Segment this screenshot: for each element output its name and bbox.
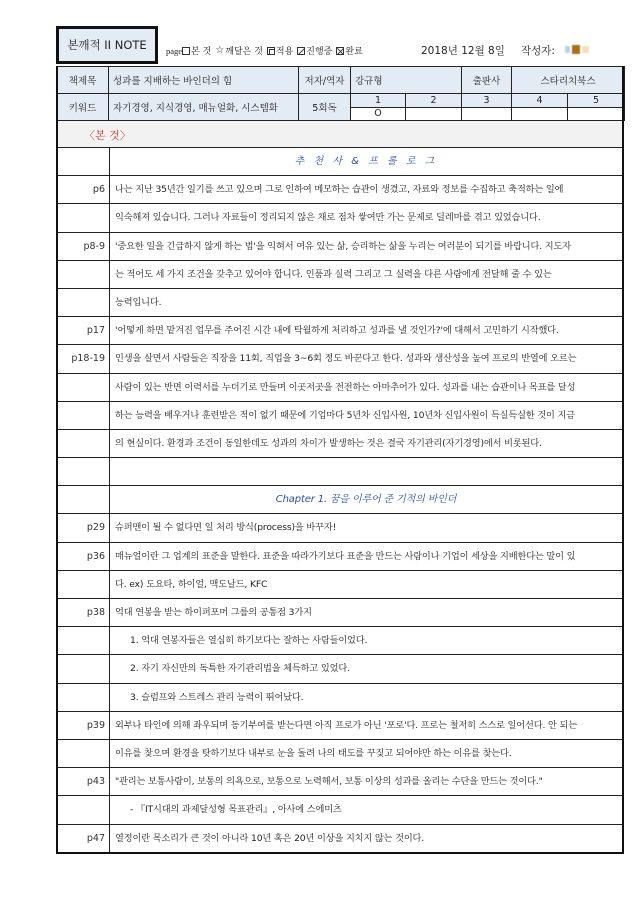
- page-ref: [58, 740, 110, 767]
- note-row: [56, 740, 624, 768]
- note-text: 능력입니다.: [115, 296, 162, 308]
- author-name-redacted: [565, 44, 591, 55]
- book-title: 성과를 지배하는 바인더의 힘: [109, 67, 299, 94]
- note-text: 2. 자기 자신만의 독특한 자기관리법을 체득하고 있었다.: [130, 663, 350, 675]
- read-mark-3[interactable]: [462, 107, 512, 121]
- legend-label: 진행중: [306, 47, 333, 57]
- page-ref: [58, 261, 110, 288]
- page-ref: p6: [58, 176, 110, 203]
- read-number-5: 5: [568, 94, 625, 108]
- note-row: [56, 514, 624, 542]
- notes-table: [56, 148, 624, 854]
- note-row: [56, 571, 624, 599]
- status-legend: [166, 44, 367, 57]
- read-number-3: 3: [462, 94, 512, 108]
- section-heading: 추 천 사 & 프 롤 로 그: [294, 156, 438, 167]
- section-heading: Chapter 1. 꿈을 이루어 준 기적의 바인더: [275, 494, 457, 506]
- page-ref: p17: [58, 317, 110, 344]
- note-text: 다. ex) 도요타, 하이얼, 맥도날드, KFC: [115, 578, 268, 590]
- author-translator: 강규형: [351, 67, 462, 94]
- note-row: [56, 486, 624, 514]
- legend-item-in-progress: [297, 44, 332, 57]
- note-row: [56, 204, 624, 232]
- page-ref: [58, 627, 110, 654]
- keyword-label: 키워드: [57, 94, 109, 121]
- read-mark-4[interactable]: [512, 107, 568, 121]
- note-row: [56, 233, 624, 261]
- page-ref: p47: [58, 825, 110, 852]
- note-row: [56, 176, 624, 204]
- page-ref: [58, 402, 110, 429]
- page-ref: [58, 571, 110, 598]
- page-ref: [58, 374, 110, 401]
- book-title-label: 책제목: [57, 67, 109, 94]
- note-text: 나는 지난 35년간 일기를 쓰고 있으며 그로 인하여 메모하는 습관이 생겼고, 자료와 정보를 수집하고 축적하는 일에: [115, 184, 564, 196]
- note-row: [56, 599, 624, 627]
- read-mark-2[interactable]: [406, 107, 462, 121]
- note-row: [56, 148, 624, 176]
- legend-item-seen: [182, 44, 211, 57]
- legend-item-apply: [267, 44, 293, 57]
- note-row: [56, 684, 624, 712]
- note-text: 의 현실이다. 환경과 조건이 동일한데도 성과의 차이가 발생하는 것은 결국 자기관리(자기경영)에서 비롯된다.: [115, 437, 542, 449]
- reads-label: 5회독: [299, 94, 351, 121]
- note-text: 1. 억대 연봉자들은 열심히 하기보다는 잘하는 사람들이었다.: [130, 635, 368, 647]
- read-number-4: 4: [512, 94, 568, 108]
- page-ref: [58, 289, 110, 316]
- note-text: 외부나 타인에 의해 좌우되며 동기부여를 받는다면 아직 프로가 아닌 '포로'다. 프로는 철저히 스스로 일어선다. 안 되는: [115, 719, 577, 731]
- slash-box-icon: [297, 47, 305, 55]
- note-text: 열정이란 목소리가 큰 것이 아니라 10년 혹은 20년 이상을 지치지 않는 것이다.: [115, 832, 425, 844]
- note-row: [56, 261, 624, 289]
- note-row: [56, 374, 624, 402]
- legend-item-done: [336, 44, 362, 57]
- note-row: [56, 627, 624, 655]
- page-ref: [58, 796, 110, 823]
- note-row: [56, 796, 624, 824]
- book-info-table: [56, 66, 625, 121]
- read-number-2: 2: [406, 94, 462, 108]
- read-number-1: 1: [351, 94, 406, 108]
- legend-label: 적용: [275, 47, 294, 57]
- page-ref: [58, 148, 110, 175]
- note-date: 2018년 12월 8일: [421, 45, 505, 57]
- publisher: 스타리치북스: [512, 67, 625, 94]
- page-ref: [58, 655, 110, 682]
- note-text: 하는 능력을 배우거나 훈련받은 적이 없기 때문에 기업마다 5년차 신입사원, 10년차 신입사원이 득실득실한 것이 지금: [115, 409, 575, 421]
- read-mark-5[interactable]: [568, 107, 625, 121]
- page-ref: p43: [58, 768, 110, 795]
- note-text: "관리는 보통사람이, 보통의 의욕으로, 보통으로 노력해서, 보통 이상의 성과를 올리는 수단을 만드는 것이다.": [115, 776, 543, 788]
- note-row: [56, 402, 624, 430]
- legend-label: 완료: [345, 47, 363, 57]
- keywords: 자기경영, 지식경영, 매뉴얼화, 시스템화: [109, 94, 299, 121]
- legend-label: 깨달은 것: [225, 47, 263, 57]
- note-text: 슈퍼맨이 될 수 없다면 일 처리 방식(process)을 바꾸자!: [115, 522, 337, 534]
- legend-label: 본 것: [191, 47, 212, 57]
- note-row: [56, 345, 624, 373]
- note-text: '중요한 일을 긴급하지 않게 하는 법'을 익혀서 여유 있는 삶, 승리하는 삶을 누리는 여러분이 되기를 바랍니다. 지도자: [115, 240, 571, 252]
- publisher-label: 출판사: [462, 67, 512, 94]
- page-ref: p38: [58, 599, 110, 626]
- author-label: 작성자:: [521, 45, 555, 57]
- section-label: 〈본 것〉: [84, 129, 131, 142]
- note-row: [56, 768, 624, 796]
- page-ref: p8-9: [58, 233, 110, 260]
- empty-box-icon: [182, 47, 190, 55]
- note-text: 인생을 살면서 사람들은 직장을 11회, 직업을 3~6회 정도 바꾼다고 한다. 성과와 생산성을 높여 프로의 반열에 오르는: [115, 353, 577, 365]
- note-text: 매뉴얼이란 그 업계의 표준을 말한다. 표준을 따라가기보다 표준을 만드는 사람이나 기업이 세상을 지배한다는 말이 있: [115, 550, 576, 562]
- page-ref: p18-19: [58, 345, 110, 372]
- note-text: 사람이 있는 반면 이력서를 누더기로 만들며 이곳저곳을 전전하는 아마추어가 있다. 성과를 내는 습관이나 목표를 달성: [115, 381, 576, 393]
- note-title: 본깨적 II NOTE: [56, 26, 158, 64]
- note-text: '어떻게 하면 맡겨진 업무를 주어진 시간 내에 탁월하게 처리하고 성과를 낼 것인가?'에 대해서 고민하기 시작했다.: [115, 325, 559, 337]
- note-text: [110, 458, 622, 485]
- note-text: 억대 연봉을 받는 하이퍼포머 그룹의 공통점 3가지: [115, 607, 312, 618]
- note-row: [56, 655, 624, 683]
- note-row: [56, 543, 624, 571]
- read-mark-1[interactable]: O: [351, 107, 406, 121]
- note-row: [56, 712, 624, 740]
- page-ref: [58, 486, 110, 513]
- author-translator-label: 저자/역자: [299, 67, 351, 94]
- note-row: [56, 430, 624, 458]
- section-header-seen: [56, 121, 624, 148]
- page-ref: [58, 430, 110, 457]
- note-text: 3. 슬럼프와 스트레스 관리 능력이 뛰어났다.: [130, 691, 304, 703]
- note-row: [56, 289, 624, 317]
- page-ref: p29: [58, 514, 110, 541]
- page-ref: [58, 684, 110, 711]
- note-text: 익숙해져 있습니다. 그러나 자료들이 정리되지 않은 채로 점차 쌓여만 가는 문제로 딜레마를 겪고 있었습니다.: [115, 212, 541, 224]
- legend-page-label: page: [166, 45, 183, 56]
- note-text: 는 적어도 세 가지 조건을 갖추고 있어야 합니다. 인품과 실력 그리고 그 실력을 다른 사람에게 전달해 줄 수 있는: [115, 268, 552, 280]
- note-text: 이유를 찾으며 환경을 탓하기보다 내부로 눈을 돌려 나의 태도를 꾸짖고 되어야만 하는 이유를 찾는다.: [115, 747, 512, 759]
- note-row: [56, 825, 624, 854]
- page-ref: p36: [58, 543, 110, 570]
- x-box-icon: [336, 47, 344, 55]
- filled-box-icon: [267, 47, 275, 55]
- page-ref: [58, 458, 110, 485]
- note-row: [56, 317, 624, 345]
- legend-item-realized: [215, 44, 263, 57]
- note-row: [56, 458, 624, 486]
- page-ref: [58, 204, 110, 231]
- star-icon: ☆: [215, 45, 225, 56]
- note-text: - 『IT시대의 과제달성형 목표관리』, 아사에 스에미츠: [130, 804, 342, 816]
- page-ref: p39: [58, 712, 110, 739]
